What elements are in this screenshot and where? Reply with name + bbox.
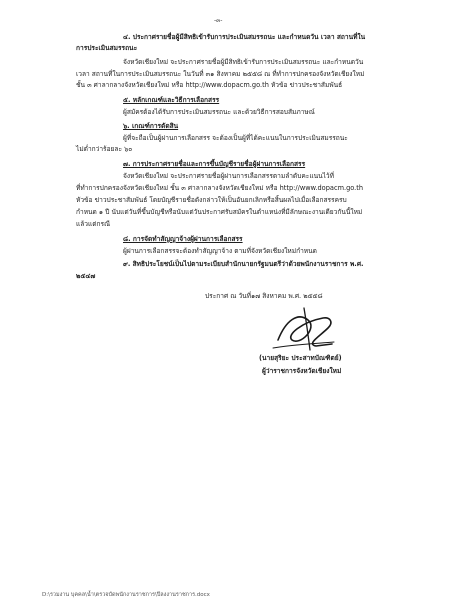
section-9-heading-cont: ๒๕๔๗: [76, 272, 96, 280]
section-4-body-line-1: จังหวัดเชียงใหม่ จะประกาศรายชื่อผู้มีสิทธิเข้ารับการประเมินสมรรถนะ และกำหนดวัน: [123, 58, 364, 66]
signatory-name: (นายสุริยะ ประสาทบัณฑิตย์): [259, 354, 342, 362]
section-7-body-line-2: ที่ทำการปกครองจังหวัดเชียงใหม่ ชั้น ๓ ศาลากลางจังหวัดเชียงใหม่ หรือ http://www.dopacm.go.th: [76, 184, 364, 192]
section-6-heading: ๖. เกณฑ์การตัดสิน: [123, 122, 179, 130]
announcement-date: ประกาศ ณ วันที่๑๗ สิงหาคม พ.ศ. ๒๕๕๘: [205, 292, 323, 300]
section-7-body-line-1: จังหวัดเชียงใหม่ จะประกาศรายชื่อผู้ผ่านการเลือกสรรตามลำดับคะแนนไว้ที่: [123, 172, 334, 180]
section-4-heading: ๔. ประกาศรายชื่อผู้มีสิทธิเข้ารับการประเมินสมรรถนะ และกำหนดวัน เวลา สถานที่ใน: [123, 33, 366, 41]
section-8-body: ผู้ผ่านการเลือกสรรจะต้องทำสัญญาจ้าง ตามที่จังหวัดเชียงใหม่กำหนด: [123, 247, 317, 255]
section-6-body-line-2: ไม่ต่ำกว่าร้อยละ ๖๐: [76, 145, 133, 153]
section-7-heading: ๗. การประกาศรายชื่อและการขึ้นบัญชีรายชื่อผู้ผ่านการเลือกสรร: [123, 160, 306, 168]
signature-image: [268, 300, 338, 355]
section-4-body-line-2: เวลา สถานที่ในการประเมินสมรรถนะ ในวันที่ ๓๑ สิงหาคม ๒๕๕๘ ณ ที่ทำการปกครองจังหวัดเชียงใหม่: [76, 70, 365, 78]
section-8-heading: ๘. การจัดทำสัญญาจ้างผู้ผ่านการเลือกสรร: [123, 235, 243, 243]
section-5-heading: ๕. หลักเกณฑ์และวิธีการเลือกสรร: [123, 96, 220, 104]
file-path-footer: D:\รวมงาน บุคคล\น้ำ\ตรวจบัดพนักงานราชการ\ปีลงงานราชการ.docx: [42, 592, 210, 598]
section-5-body: ผู้สมัครต้องได้รับการประเมินสมรรถนะ และด้วยวิธีการสอบสัมภาษณ์: [123, 108, 315, 116]
section-7-body-line-5: แล้วแต่กรณี: [76, 220, 111, 228]
section-4-heading-cont: การประเมินสมรรถนะ: [76, 44, 138, 52]
page-number: -๓-: [214, 17, 223, 24]
signatory-title: ผู้ว่าราชการจังหวัดเชียงใหม่: [262, 367, 342, 375]
section-9-heading: ๙. สิทธิประโยชน์เป็นไปตามระเบียบสำนักนายกรัฐมนตรีว่าด้วยพนักงานราชการ พ.ศ.: [123, 260, 364, 268]
section-4-body-line-3: ชั้น ๓ ศาลากลางจังหวัดเชียงใหม่ หรือ http://www.dopacm.go.th หัวข้อ ข่าวประชาสัมพันธ์: [76, 81, 343, 89]
section-7-body-line-3: หัวข้อ ข่าวประชาสัมพันธ์ โดยบัญชีรายชื่อดังกล่าวให้เป็นอันยกเลิกหรือสิ้นผลไปเมื่อเลือกสรรครบ: [76, 196, 347, 204]
section-7-body-line-4: กำหนด ๑ ปี นับแต่วันที่ขึ้นบัญชีหรือนับแต่วันประกาศรับสมัครในตำแหน่งที่มีลักษณะงานเดียวกันนี้ใหม่: [76, 208, 363, 216]
section-6-body-line-1: ผู้ที่จะถือเป็นผู้ผ่านการเลือกสรร จะต้องเป็นผู้ที่ได้คะแนนในการประเมินสมรรถนะ: [123, 134, 348, 142]
